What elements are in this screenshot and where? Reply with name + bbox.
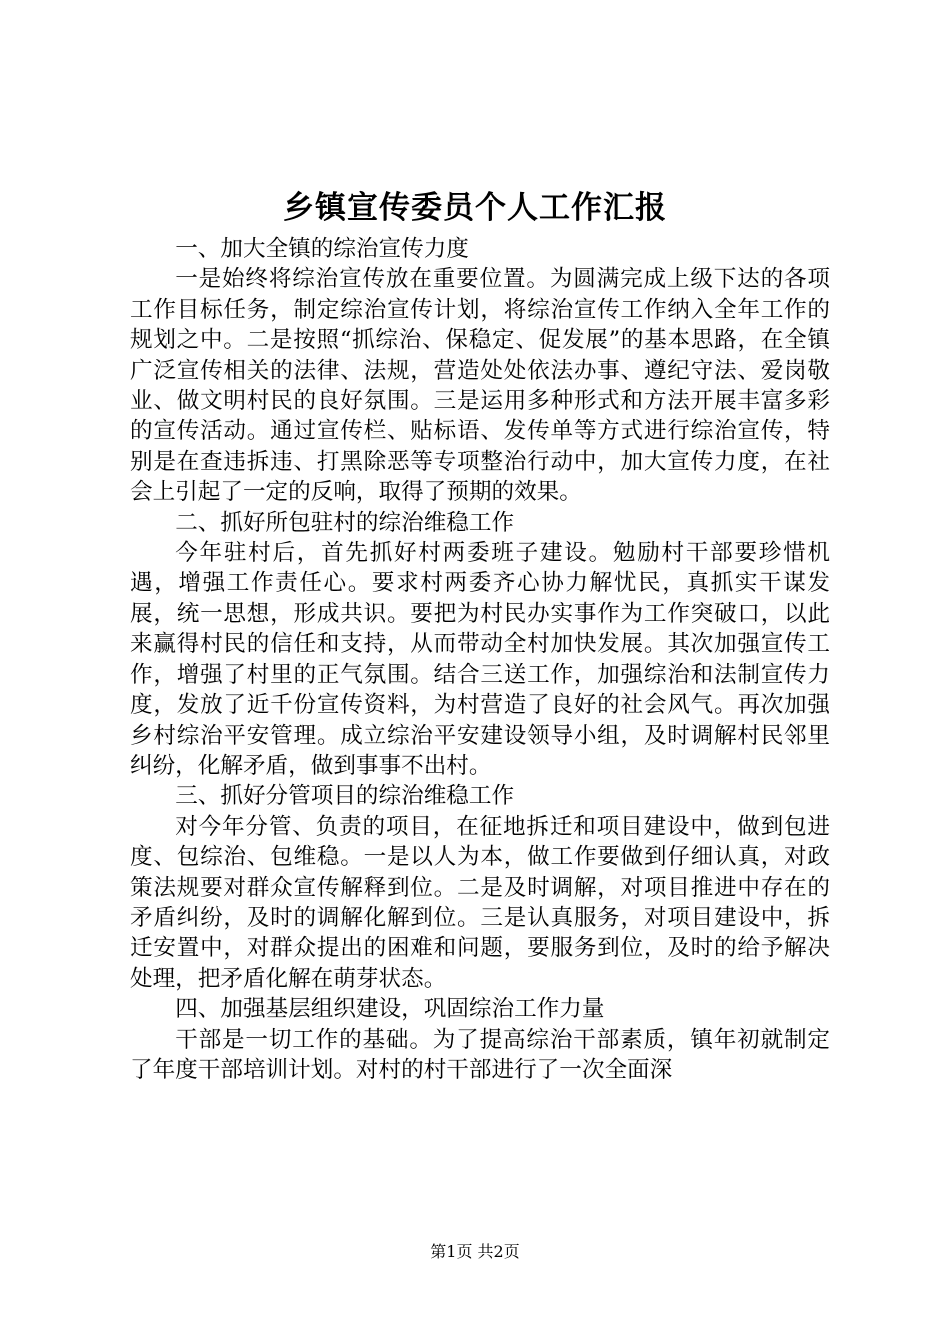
document-body — [130, 234, 830, 1085]
section-heading-1: 一、加大全镇的综治宣传力度 — [175, 236, 469, 262]
section-heading-4: 四、加强基层组织建设，巩固综治工作力量 — [175, 996, 605, 1023]
paragraph-2: 今年驻村后，首先抓好村两委班子建设。勉励村干部要珍惜机遇，增强工作责任心。要求村两委齐心协力解忧民，真抓实干谋发展，统一思想，形成共识。要把为村民办实事作为工作突破口，以此来赢得村民的信任和支持，从而带动全村加快发展。其次加强宣传工作，增强了村里的正气氛围。结合三送工作，加强综治和法制宣传力度，发放了近千份宣传资料，为村营造了良好的社会风气。再次加强乡村综治平安管理。成立综治平安建设领导小组，及时调解村民邻里纠纷，化解矛盾，做到事事不出村。 — [130, 540, 830, 779]
paragraph-1: 一是始终将综治宣传放在重要位置。为圆满完成上级下达的各项工作目标任务，制定综治宣传计划，将综治宣传工作纳入全年工作的规划之中。二是按照“抓综治、保稳定、促发展”的基本思路，在全镇广泛宣传相关的法律、法规，营造处处依法办事、遵纪守法、爱岗敬业、做文明村民的良好氛围。三是运用多种形式和方法开展丰富多彩的宣传活动。通过宣传栏、贴标语、发传单等方式进行综治宣传，特别是在查违拆违、打黑除恶等专项整治行动中，加大宣传力度，在社会上引起了一定的反响，取得了预期的效果。 — [130, 266, 830, 506]
paragraph-4: 干部是一切工作的基础。为了提高综治干部素质，镇年初就制定了年度干部培训计划。对村的村干部进行了一次全面深 — [130, 1026, 830, 1083]
document-title: 乡镇宣传委员个人工作汇报 — [283, 190, 667, 226]
paragraph-3: 对今年分管、负责的项目，在征地拆迁和项目建设中，做到包进度、包综治、包维稳。一是以人为本，做工作要做到仔细认真，对政策法规要对群众宣传解释到位。二是及时调解，对项目推进中存在的矛盾纠纷，及时的调解化解到位。三是认真服务，对项目建设中，拆迁安置中，对群众提出的困难和问题，要服务到位，及时的给予解决处理，把矛盾化解在萌芽状态。 — [130, 813, 830, 992]
page-footer: 第1页 共2页 — [430, 1242, 520, 1261]
section-heading-3: 三、抓好分管项目的综治维稳工作 — [175, 783, 515, 810]
section-heading-2: 二、抓好所包驻村的综治维稳工作 — [175, 509, 515, 536]
